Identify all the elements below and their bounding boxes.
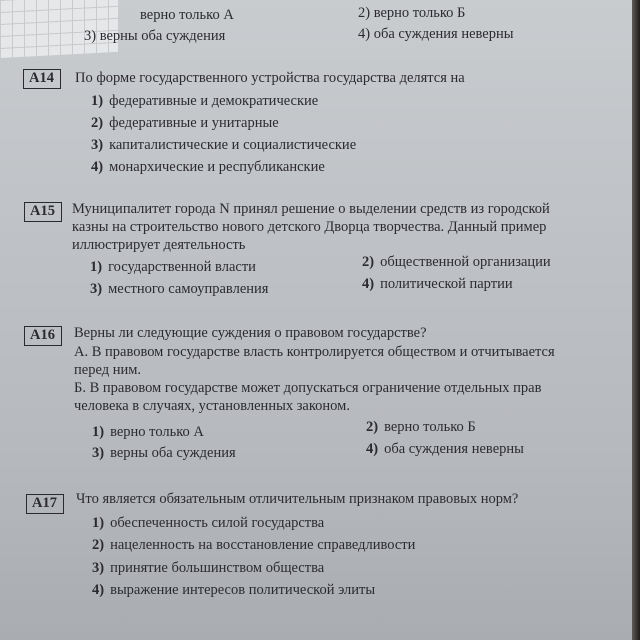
a17-option-2: 2) нацеленность на восстановление справедливости (92, 537, 416, 553)
a16-option-4: 4) оба суждения неверны (366, 441, 524, 457)
question-a15-line-1: Муниципалитет города N принял решение о выделении средств из городской (72, 201, 550, 217)
a14-option-2: 2) федеративные и унитарные (91, 115, 279, 131)
question-a16-line-1: Верны ли следующие суждения о правовом государстве? (74, 325, 427, 341)
a15-option-4: 4) политической партии (362, 276, 513, 292)
a15-option-2: 2) общественной организации (362, 254, 551, 270)
question-a16-line-2: А. В правовом государстве власть контролируется обществом и отчитывается (74, 344, 555, 360)
question-a16-line-4: Б. В правовом государстве может допускаться ограничение отдельных прав (74, 380, 542, 396)
top-option-2: 2) верно только Б (358, 5, 466, 21)
a17-option-1: 1) обеспеченность силой государства (92, 515, 325, 531)
top-option-3: 3) верны оба суждения (84, 28, 226, 44)
a17-option-4: 4) выражение интересов политической элиты (92, 582, 376, 598)
question-a15-line-2: казны на строительство нового детского Дворца творчества. Данный пример (72, 219, 547, 235)
a17-option-3: 3) принятие большинством общества (92, 560, 325, 576)
question-label-a15: А15 (24, 202, 62, 222)
a15-option-3: 3) местного самоуправления (90, 281, 269, 297)
question-a16-line-3: перед ним. (74, 362, 142, 378)
question-a14-text: По форме государственного устройства государства делятся на (75, 70, 465, 86)
top-option-1: верно только А (140, 7, 234, 23)
question-a16-line-5: человека в случаях, установленных законом. (74, 398, 350, 414)
question-label-a16: А16 (24, 326, 62, 346)
a16-option-1: 1) верно только А (92, 424, 204, 440)
a16-option-2: 2) верно только Б (366, 419, 476, 435)
a14-option-4: 4) монархические и республиканские (91, 159, 325, 175)
a14-option-1: 1) федеративные и демократические (91, 93, 319, 109)
top-option-4: 4) оба суждения неверны (358, 26, 514, 42)
question-a15-line-3: иллюстрирует деятельность (72, 237, 246, 253)
question-a17-text: Что является обязательным отличительным признаком правовых норм? (76, 491, 519, 507)
a14-option-3: 3) капиталистические и социалистические (91, 137, 357, 153)
question-label-a17: А17 (26, 494, 64, 514)
a15-option-1: 1) государственной власти (90, 259, 256, 275)
page-shadow-edge (632, 0, 640, 640)
question-label-a14: А14 (23, 69, 61, 89)
a16-option-3: 3) верны оба суждения (92, 445, 236, 461)
